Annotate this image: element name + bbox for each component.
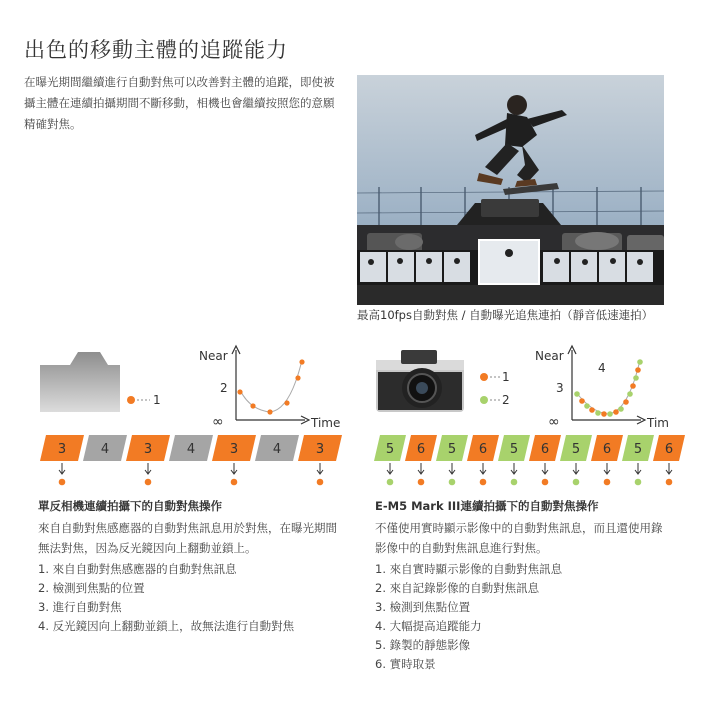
frame-strip [374, 435, 685, 485]
em5-af-diagram [356, 340, 712, 500]
frame-label: 3 [143, 442, 153, 457]
dslr-text-block [38, 498, 343, 636]
dslr-description: 來自自動對焦感應器的自動對焦訊息用於對焦，在曝光期間無法對焦，因為反光鏡因向上翻動並鎖上。 [38, 521, 337, 555]
legend-number-1: 1 [502, 370, 510, 384]
focus-point [623, 399, 629, 405]
list-item: 5. 錄製的靜態影像 [375, 638, 471, 652]
list-item: 6. 實時取景 [375, 657, 436, 671]
y-min-symbol: ∞ [548, 414, 560, 430]
em5-text-block [375, 498, 670, 674]
frame-label: 5 [633, 442, 643, 457]
dslr-af-diagram [0, 340, 356, 500]
frame-label: 6 [664, 442, 674, 457]
frame-dot [231, 479, 238, 486]
page-title: 出色的移動主體的追蹤能力 [24, 38, 288, 62]
x-axis-label: Tim [647, 416, 669, 430]
frame-dot [573, 479, 580, 486]
focus-points [237, 359, 304, 414]
frame-label: 5 [509, 442, 519, 457]
frame-label: 6 [602, 442, 612, 457]
em5-steps-list [375, 560, 670, 674]
frame-dot [449, 479, 456, 486]
intro-paragraph: 在曝光期間繼續進行自動對焦可以改善對主體的追蹤，即使被攝主體在連續拍攝期間不斷移動，相機也會繼續按照您的意願精確對焦。 [24, 75, 335, 131]
list-item: 2. 來自記錄影像的自動對焦訊息 [375, 581, 540, 595]
dslr-heading: 單反相機連續拍攝下的自動對焦操作 [38, 499, 222, 513]
focus-point [637, 359, 643, 365]
focus-point [284, 400, 289, 405]
frame-label: 5 [385, 442, 395, 457]
frame-label: 4 [272, 442, 282, 457]
focus-point [613, 409, 619, 415]
focus-point [295, 375, 300, 380]
photo-caption: 最高10fps自動對焦 / 自動曝光追焦連拍（靜音低速連拍） [357, 308, 654, 322]
focus-point [618, 406, 624, 412]
y-axis-label: Near [199, 349, 228, 363]
focus-point [250, 403, 255, 408]
dslr-diagram-svg [0, 340, 356, 500]
legend-dot-orange [480, 373, 488, 381]
focus-point [237, 389, 242, 394]
frame-label: 6 [540, 442, 550, 457]
x-axis-label: Time [311, 416, 341, 430]
focus-point [595, 410, 601, 416]
legend-dot-green [480, 396, 488, 404]
legend-number: 1 [153, 393, 161, 407]
frame-strip [40, 435, 342, 485]
frame-dot [480, 479, 487, 486]
focus-point [607, 411, 613, 417]
focus-point [299, 359, 304, 364]
frame-label: 6 [416, 442, 426, 457]
rate-label: 3 [556, 381, 564, 395]
focus-point [601, 411, 607, 417]
legend-number-2: 2 [502, 393, 510, 407]
skater-photo-illustration [357, 75, 664, 305]
curve-label: 4 [598, 361, 606, 375]
frame-dot [418, 479, 425, 486]
frame-label: 5 [571, 442, 581, 457]
legend-dot-orange [127, 396, 135, 404]
dslr-camera-icon [40, 352, 120, 412]
focus-point [630, 383, 636, 389]
em5-camera-icon [376, 350, 464, 412]
list-item: 2. 檢測到焦點的位置 [38, 581, 145, 595]
em5-diagram-svg [356, 340, 712, 500]
em5-heading: E-M5 Mark III連續拍攝下的自動對焦操作 [375, 499, 599, 513]
frame-label: 4 [100, 442, 110, 457]
list-item: 4. 反光鏡因向上翻動並鎖上，故無法進行自動對焦 [38, 619, 295, 633]
frame-dot [542, 479, 549, 486]
frame-dot [59, 479, 66, 486]
frame-label: 3 [315, 442, 325, 457]
frame-dot [635, 479, 642, 486]
focus-points [574, 359, 643, 417]
frame-label: 5 [447, 442, 457, 457]
y-axis-label: Near [535, 349, 564, 363]
list-item: 3. 進行自動對焦 [38, 600, 122, 614]
focus-point [635, 367, 641, 373]
focus-point [267, 409, 272, 414]
frame-label: 3 [57, 442, 67, 457]
list-item: 4. 大幅提高追蹤能力 [375, 619, 482, 633]
dslr-steps-list [38, 560, 343, 636]
rate-label: 2 [220, 381, 228, 395]
focus-point [633, 375, 639, 381]
em5-description: 不僅使用實時顯示影像中的自動對焦訊息，而且還使用錄影像中的自動對焦訊息進行對焦。 [375, 521, 663, 555]
hero-photo [357, 75, 664, 305]
focus-point [574, 391, 580, 397]
frame-dot [387, 479, 394, 486]
list-item: 3. 檢測到焦點位置 [375, 600, 471, 614]
list-item: 1. 來自實時顯示影像的自動對焦訊息 [375, 562, 563, 576]
focus-point [589, 407, 595, 413]
frame-dot [145, 479, 152, 486]
list-item: 1. 來自自動對焦感應器的自動對焦訊息 [38, 562, 237, 576]
frame-dot [511, 479, 518, 486]
focus-point [579, 398, 585, 404]
frame-dot [604, 479, 611, 486]
y-min-symbol: ∞ [212, 414, 224, 430]
frame-label: 6 [478, 442, 488, 457]
frame-label: 3 [229, 442, 239, 457]
focus-point [584, 403, 590, 409]
frame-label: 4 [186, 442, 196, 457]
focus-point [627, 391, 633, 397]
frame-dot [666, 479, 673, 486]
frame-dot [317, 479, 324, 486]
